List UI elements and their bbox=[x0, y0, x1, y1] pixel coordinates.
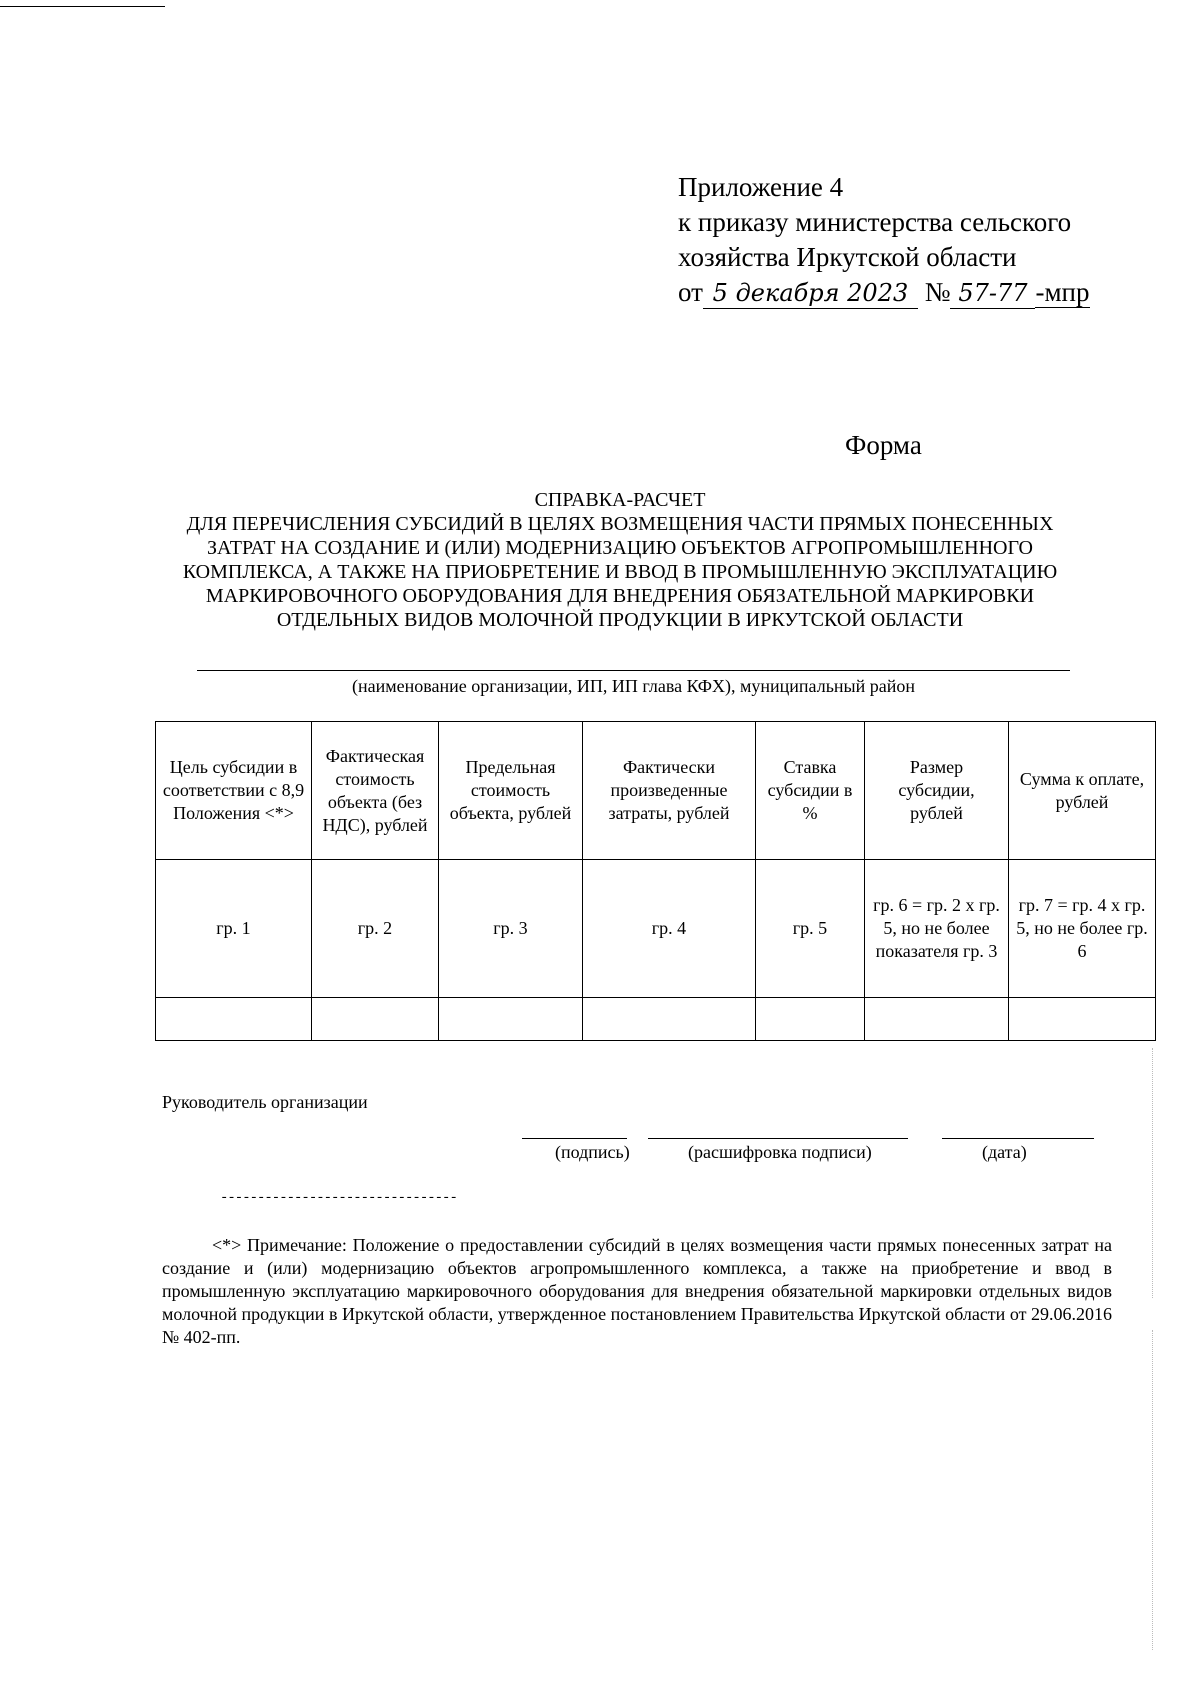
footnote-text: <*> Примечание: Положение о предоставлении субсидий в целях возмещения части прямых понесенных затрат на создание и (или) модернизацию объектов агропромышленного комплекса, а также на приобретение и ввод в промышленную эксплуатацию маркировочного оборудования для внедрения обязательной маркировки отдельных видов молочной продукции в Иркутской области, утвержденное постановлением Правительства Иркутской области от 29.06.2016 № 402-пп. bbox=[162, 1235, 1112, 1347]
footnote-separator: -------------------------------- bbox=[220, 1190, 457, 1206]
heading-line-1: СПРАВКА-РАСЧЕТ bbox=[534, 489, 706, 511]
table-header-cell: Фактическая стоимость объекта (без НДС), рублей bbox=[312, 722, 439, 860]
heading-line-5: МАРКИРОВОЧНОГО ОБОРУДОВАНИЯ ДЛЯ ВНЕДРЕНИЯ ОБЯЗАТЕЛЬНОЙ МАРКИРОВКИ bbox=[205, 585, 1035, 607]
table-cell-empty[interactable] bbox=[583, 998, 756, 1041]
handwritten-date: 5 декабря 2023 bbox=[703, 278, 918, 309]
table-column-numbers-row bbox=[156, 860, 1156, 998]
table-cell: гр. 4 bbox=[583, 860, 756, 998]
head-of-organization-label: Руководитель организации bbox=[162, 1092, 368, 1112]
org-name-caption: (наименование организации, ИП, ИП глава КФХ), муниципальный район bbox=[351, 676, 916, 696]
table-cell: гр. 1 bbox=[156, 860, 312, 998]
table-cell-empty[interactable] bbox=[1009, 998, 1156, 1041]
table-cell-empty[interactable] bbox=[865, 998, 1009, 1041]
table-header-cell: Ставка субсидии в % bbox=[756, 722, 865, 860]
table-header-cell: Цель субсидии в соответствии с 8,9 Положения <*> bbox=[156, 722, 312, 860]
signature-decoding-line bbox=[648, 1138, 908, 1139]
number-suffix: -мпр bbox=[1035, 277, 1090, 307]
appendix-title: Приложение 4 bbox=[678, 172, 844, 202]
table-header-cell: Размер субсидии, рублей bbox=[865, 722, 1009, 860]
handwritten-number: 57-77 bbox=[950, 278, 1035, 309]
signature-caption: (подпись) bbox=[555, 1142, 630, 1162]
appendix-block bbox=[678, 170, 1090, 310]
heading-line-2: ДЛЯ ПЕРЕЧИСЛЕНИЯ СУБСИДИЙ В ЦЕЛЯХ ВОЗМЕЩЕНИЯ ЧАСТИ ПРЯМЫХ ПОНЕСЕННЫХ bbox=[186, 513, 1054, 535]
table-cell: гр. 3 bbox=[439, 860, 583, 998]
table-cell-empty[interactable] bbox=[756, 998, 865, 1041]
table-header-cell: Предельная стоимость объекта, рублей bbox=[439, 722, 583, 860]
heading-line-4: КОМПЛЕКСА, А ТАКЖЕ НА ПРИОБРЕТЕНИЕ И ВВОД В ПРОМЫШЛЕННУЮ ЭКСПЛУАТАЦИЮ bbox=[182, 561, 1058, 583]
table-header-cell: Фактически произведенные затраты, рублей bbox=[583, 722, 756, 860]
table-cell-empty[interactable] bbox=[156, 998, 312, 1041]
date-line bbox=[942, 1138, 1094, 1139]
number-prefix: № bbox=[924, 277, 951, 307]
signature-line bbox=[522, 1138, 627, 1139]
table-cell-empty[interactable] bbox=[439, 998, 583, 1041]
signature-decoding-caption: (расшифровка подписи) bbox=[688, 1142, 872, 1162]
table-cell-empty[interactable] bbox=[312, 998, 439, 1041]
table-header-row bbox=[156, 722, 1156, 860]
document-heading bbox=[160, 488, 1080, 632]
form-label: Форма bbox=[845, 430, 922, 460]
heading-line-6: ОТДЕЛЬНЫХ ВИДОВ МОЛОЧНОЙ ПРОДУКЦИИ В ИРКУТСКОЙ ОБЛАСТИ bbox=[276, 609, 964, 631]
org-name-line bbox=[197, 670, 1070, 671]
table-header-cell: Сумма к оплате, рублей bbox=[1009, 722, 1156, 860]
appendix-date-number-line bbox=[678, 275, 1090, 310]
appendix-order-line: к приказу министерства сельского bbox=[678, 207, 1072, 237]
date-caption: (дата) bbox=[982, 1142, 1027, 1162]
appendix-ministry-line: хозяйства Иркутской области bbox=[678, 242, 1017, 272]
date-prefix: от bbox=[678, 277, 703, 307]
calculation-table bbox=[155, 721, 1156, 1041]
scan-edge-dots bbox=[1152, 1330, 1154, 1650]
heading-line-3: ЗАТРАТ НА СОЗДАНИЕ И (ИЛИ) МОДЕРНИЗАЦИЮ ОБЪЕКТОВ АГРОПРОМЫШЛЕННОГО bbox=[207, 537, 1033, 559]
scan-top-rule bbox=[0, 6, 165, 7]
table-cell: гр. 2 bbox=[312, 860, 439, 998]
scan-edge-dots bbox=[1152, 1048, 1154, 1298]
table-cell: гр. 6 = гр. 2 х гр. 5, но не более показателя гр. 3 bbox=[865, 860, 1009, 998]
table-cell: гр. 5 bbox=[756, 860, 865, 998]
table-cell: гр. 7 = гр. 4 х гр. 5, но не более гр. 6 bbox=[1009, 860, 1156, 998]
table-empty-row bbox=[156, 998, 1156, 1041]
